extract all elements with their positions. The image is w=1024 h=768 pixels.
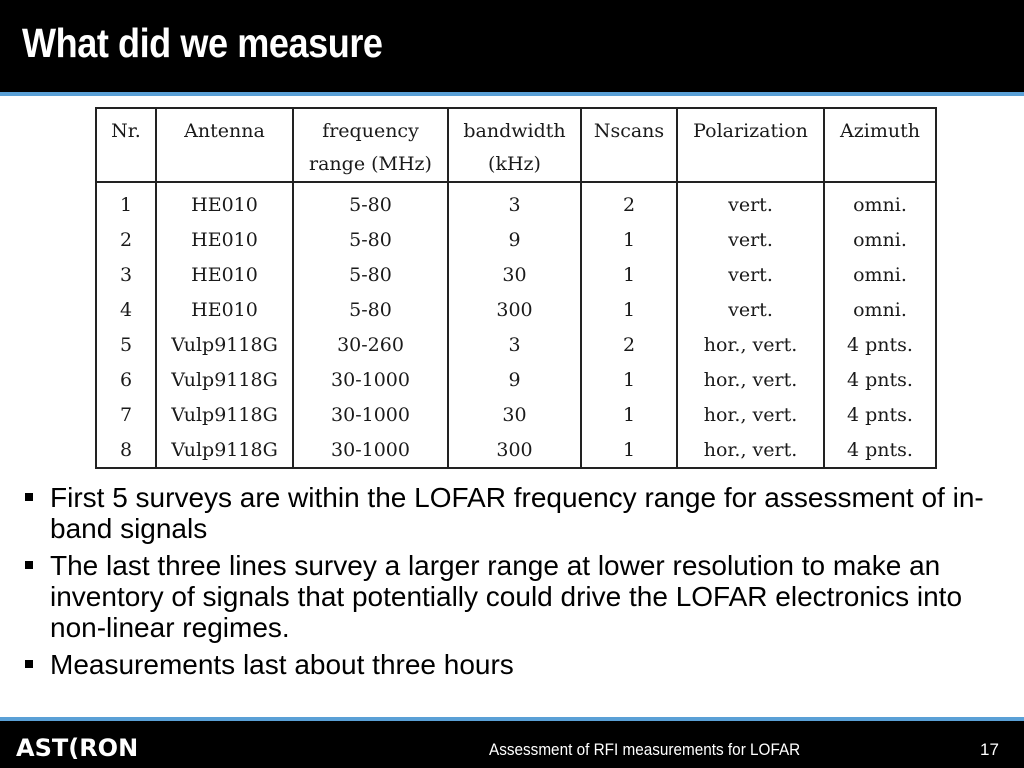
table-cell: 3 bbox=[96, 257, 156, 292]
bullet-text: The last three lines survey a larger range at lower resolution to make an inventory of signals that potentially could drive the LOFAR electronics into non-linear regimes. bbox=[50, 550, 963, 643]
table-cell: omni. bbox=[824, 222, 936, 257]
bullet-text: Measurements last about three hours bbox=[50, 649, 514, 680]
table-cell: hor., vert. bbox=[677, 397, 824, 432]
slide-title: What did we measure bbox=[22, 20, 383, 66]
table-cell: 1 bbox=[581, 292, 677, 327]
bullet-list bbox=[22, 482, 1012, 686]
header-antenna: Antenna bbox=[156, 108, 293, 182]
table-cell: Vulp9118G bbox=[156, 432, 293, 468]
table-cell: omni. bbox=[824, 292, 936, 327]
table-cell: 1 bbox=[96, 182, 156, 222]
table-cell: 30 bbox=[448, 257, 581, 292]
table-cell: 3 bbox=[448, 182, 581, 222]
table-cell: 5-80 bbox=[293, 222, 448, 257]
table-cell: vert. bbox=[677, 222, 824, 257]
table-cell: 5 bbox=[96, 327, 156, 362]
table-cell: 9 bbox=[448, 362, 581, 397]
table-cell: Vulp9118G bbox=[156, 362, 293, 397]
table-cell: HE010 bbox=[156, 257, 293, 292]
table-cell: 6 bbox=[96, 362, 156, 397]
table-cell: 30 bbox=[448, 397, 581, 432]
table-cell: vert. bbox=[677, 257, 824, 292]
table-cell: hor., vert. bbox=[677, 432, 824, 468]
table-cell: 1 bbox=[581, 432, 677, 468]
header-accent-line bbox=[0, 92, 1024, 96]
table-cell: hor., vert. bbox=[677, 327, 824, 362]
header-nscans: Nscans bbox=[581, 108, 677, 182]
header-azimuth: Azimuth bbox=[824, 108, 936, 182]
table-cell: vert. bbox=[677, 182, 824, 222]
table-cell: HE010 bbox=[156, 182, 293, 222]
table-cell: omni. bbox=[824, 257, 936, 292]
header-frequency: frequency range (MHz) bbox=[293, 108, 448, 182]
table-cell: 4 bbox=[96, 292, 156, 327]
table-cell: 1 bbox=[581, 397, 677, 432]
header-nr: Nr. bbox=[96, 108, 156, 182]
table-cell: 9 bbox=[448, 222, 581, 257]
table-row bbox=[96, 432, 936, 468]
table-body bbox=[96, 182, 936, 468]
measurement-table bbox=[95, 107, 937, 469]
page-number: 17 bbox=[980, 740, 999, 759]
table-cell: hor., vert. bbox=[677, 362, 824, 397]
table-cell: 4 pnts. bbox=[824, 327, 936, 362]
bullet-text: First 5 surveys are within the LOFAR frequency range for assessment of in-band signals bbox=[50, 482, 984, 544]
square-bullet-icon bbox=[25, 660, 33, 668]
table-cell: 4 pnts. bbox=[824, 362, 936, 397]
table-row bbox=[96, 292, 936, 327]
table-cell: 2 bbox=[581, 182, 677, 222]
measurement-table-container bbox=[95, 107, 935, 464]
table-cell: 300 bbox=[448, 432, 581, 468]
table-row bbox=[96, 257, 936, 292]
header-bandwidth: bandwidth (kHz) bbox=[448, 108, 581, 182]
table-cell: 7 bbox=[96, 397, 156, 432]
table-cell: 5-80 bbox=[293, 292, 448, 327]
table-row bbox=[96, 397, 936, 432]
table-cell: 2 bbox=[581, 327, 677, 362]
table-cell: Vulp9118G bbox=[156, 327, 293, 362]
table-cell: vert. bbox=[677, 292, 824, 327]
bullet-item bbox=[22, 649, 1012, 680]
table-row bbox=[96, 327, 936, 362]
table-cell: 1 bbox=[581, 257, 677, 292]
table-cell: 30-1000 bbox=[293, 432, 448, 468]
table-cell: 8 bbox=[96, 432, 156, 468]
table-cell: 30-260 bbox=[293, 327, 448, 362]
bullet-item bbox=[22, 482, 1012, 544]
table-header-row bbox=[96, 108, 936, 182]
table-cell: 30-1000 bbox=[293, 362, 448, 397]
square-bullet-icon bbox=[25, 493, 33, 501]
table-row bbox=[96, 182, 936, 222]
table-cell: 1 bbox=[581, 362, 677, 397]
table-cell: HE010 bbox=[156, 222, 293, 257]
table-cell: 2 bbox=[96, 222, 156, 257]
table-cell: 5-80 bbox=[293, 257, 448, 292]
astron-logo: AST(RON bbox=[16, 734, 139, 762]
square-bullet-icon bbox=[25, 561, 33, 569]
table-cell: 1 bbox=[581, 222, 677, 257]
table-cell: HE010 bbox=[156, 292, 293, 327]
header-polarization: Polarization bbox=[677, 108, 824, 182]
table-cell: omni. bbox=[824, 182, 936, 222]
table-cell: 5-80 bbox=[293, 182, 448, 222]
table-cell: 4 pnts. bbox=[824, 397, 936, 432]
table-cell: 4 pnts. bbox=[824, 432, 936, 468]
table-row bbox=[96, 222, 936, 257]
table-cell: 30-1000 bbox=[293, 397, 448, 432]
table-cell: 300 bbox=[448, 292, 581, 327]
bullet-item bbox=[22, 550, 1012, 643]
table-row bbox=[96, 362, 936, 397]
table-cell: 3 bbox=[448, 327, 581, 362]
table-cell: Vulp9118G bbox=[156, 397, 293, 432]
footer-text: Assessment of RFI measurements for LOFAR bbox=[489, 740, 801, 759]
